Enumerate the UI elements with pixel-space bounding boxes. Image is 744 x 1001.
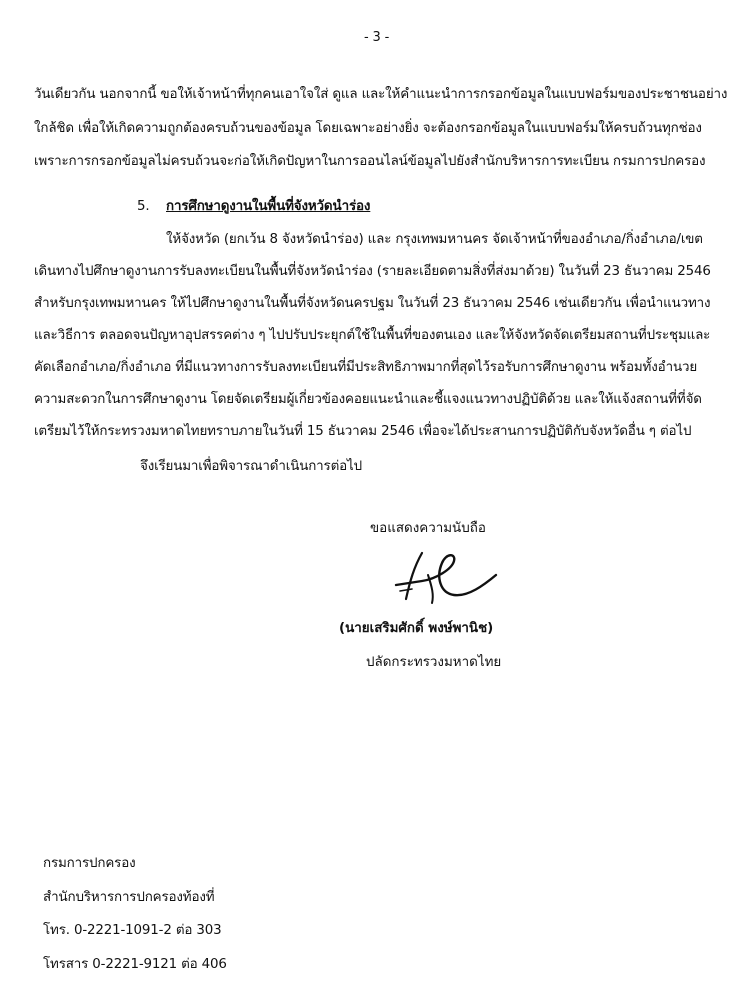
footer-department: กรมการปกครอง <box>43 856 136 871</box>
paragraph-line: เพราะการกรอกข้อมูลไม่ครบถ้วนจะก่อให้เกิดปัญหาในการออนไลน์ข้อมูลไปยังสำนักบริหารการทะเบียน กรมการปกครอง <box>34 154 706 169</box>
signer-name: (นายเสริมศักดิ์ พงษ์พานิช) <box>339 621 494 636</box>
section-heading: การศึกษาดูงานในพื้นที่จังหวัดนำร่อง <box>166 199 371 214</box>
footer-phone: โทร. 0-2221-1091-2 ต่อ 303 <box>43 923 222 938</box>
section-line: ให้จังหวัด (ยกเว้น 8 จังหวัดนำร่อง) และ กรุงเทพมหานคร จัดเจ้าหน้าที่ของอำเภอ/กิ่งอำเภอ/เขต <box>166 232 703 247</box>
section-number: 5. <box>137 199 150 214</box>
section-line: ความสะดวกในการศึกษาดูงาน โดยจัดเตรียมผู้เกี่ยวข้องคอยแนะนำและชี้แจงแนวทางปฏิบัติด้วย และให้แจ้งสถานที่ที่จัด <box>34 392 702 407</box>
paragraph-line: วันเดียวกัน นอกจากนี้ ขอให้เจ้าหน้าที่ทุกคนเอาใจใส่ ดูแล และให้คำแนะนำการกรอกข้อมูลในแบบฟอร์มของประชาชนอย่าง <box>34 87 728 102</box>
page-number: - 3 - <box>364 30 390 45</box>
section-line: เดินทางไปศึกษาดูงานการรับลงทะเบียนในพื้นที่จังหวัดนำร่อง (รายละเอียดตามสิ่งที่ส่งมาด้วย) ในวันที่ 23 ธันวาคม 2546 <box>34 264 711 279</box>
signer-title: ปลัดกระทรวงมหาดไทย <box>366 655 502 670</box>
section-line: เตรียมไว้ให้กระทรวงมหาดไทยทราบภายในวันที่ 15 ธันวาคม 2546 เพื่อจะได้ประสานการปฏิบัติกับจังหวัดอื่น ๆ ต่อไป <box>34 424 692 439</box>
closing-request: จึงเรียนมาเพื่อพิจารณาดำเนินการต่อไป <box>140 459 362 474</box>
handwritten-signature <box>392 545 502 607</box>
section-line: คัดเลือกอำเภอ/กิ่งอำเภอ ที่มีแนวทางการรับลงทะเบียนที่มีประสิทธิภาพมากที่สุดไว้รอรับการศึกษาดูงาน พร้อมทั้งอำนวย <box>34 360 698 375</box>
paragraph-line: ใกล้ชิด เพื่อให้เกิดความถูกต้องครบถ้วนของข้อมูล โดยเฉพาะอย่างยิ่ง จะต้องกรอกข้อมูลในแบบฟอร์มให้ครบถ้วนทุกช่อง <box>34 121 702 136</box>
salutation: ขอแสดงความนับถือ <box>370 521 486 536</box>
section-line: และวิธีการ ตลอดจนปัญหาอุปสรรคต่าง ๆ ไปปรับประยุกต์ใช้ในพื้นที่ของตนเอง และให้จังหวัดจัดเตรียมสถานที่ประชุมและ <box>34 328 711 343</box>
footer-office: สำนักบริหารการปกครองท้องที่ <box>43 890 215 905</box>
section-line: สำหรับกรุงเทพมหานคร ให้ไปศึกษาดูงานในพื้นที่จังหวัดนครปฐม ในวันที่ 23 ธันวาคม 2546 เช่นเดียวกัน เพื่อนำแนวทาง <box>34 296 711 311</box>
footer-fax: โทรสาร 0-2221-9121 ต่อ 406 <box>43 957 227 972</box>
